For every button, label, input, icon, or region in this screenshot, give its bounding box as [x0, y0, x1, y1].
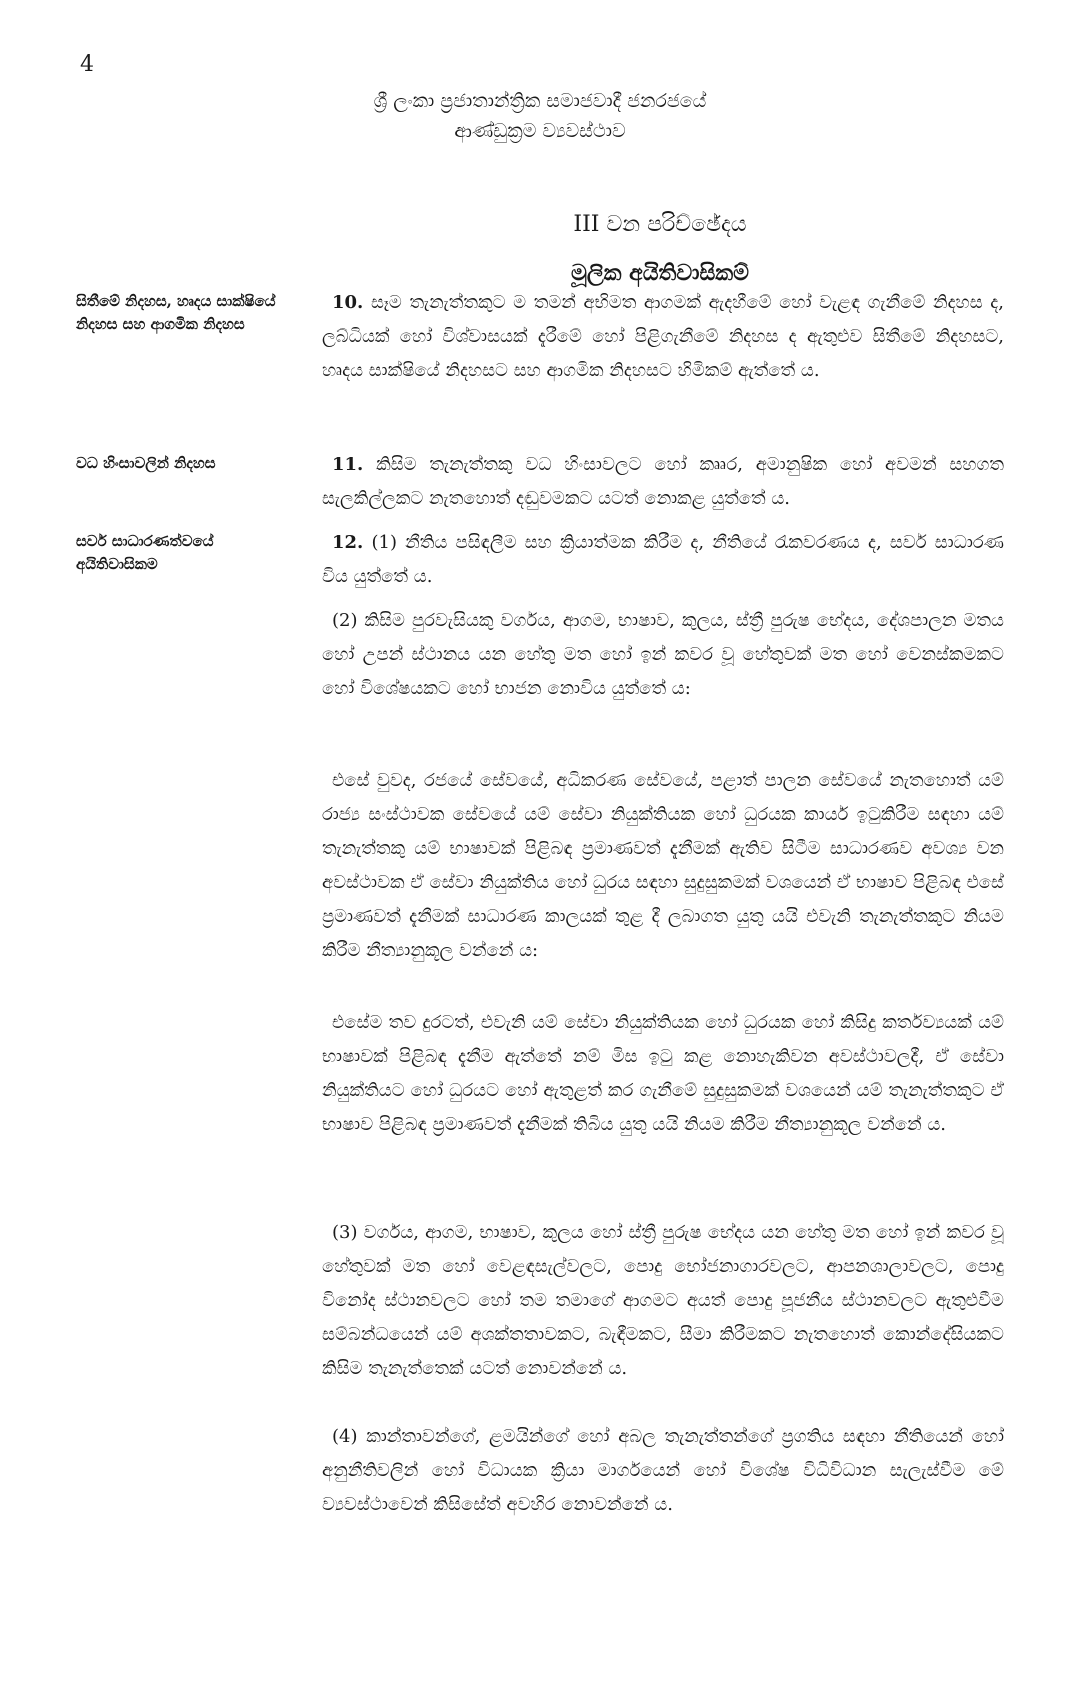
article-10-number: 10.	[332, 292, 364, 313]
article-10-text: සෑම තැනැත්තකුට ම තමන් අභිමත ආගමක් ඇදහීමේ හෝ වැළඳ ගැනීමේ නිදහස ද, ලබ්ධියක් හෝ විශ්වාසයක් දැරීමේ හෝ පිළිගැනීමේ නිදහස ද ඇතුළුව සිතීමේ නිදහසට, හෘදය සාක්ෂියේ නිදහසට සහ ආගමික නිදහසට හිමිකම් ඇත්තේ ය.	[322, 292, 1004, 381]
article-12-number: 12.	[332, 532, 364, 553]
chapter-subtitle: මූලික අයිතිවාසිකම්	[571, 260, 749, 286]
article-12-clause-4: (4) කාන්තාවන්ගේ, ළමයින්ගේ හෝ අබල තැනැත්තන්ගේ ප්‍රගතිය සඳහා නීතියෙන් හෝ අනුනීතිවලින් හෝ විධායක ක්‍රියා මාර්ගයෙන් හෝ විශේෂ විධිවිධාන සැලැස්වීම මේ ව්‍යවස්ථාවෙන් කිසිසේත් අවහිර නොවන්නේ ය.	[322, 1426, 1004, 1515]
header-line-2: ආණ්ඩුක්‍රම ව්‍යවස්ථාව	[454, 120, 626, 142]
article-12-clause-3: (3) වර්ගය, ආගම, භාෂාව, කුලය හෝ ස්ත්‍රී පුරුෂ භේදය යන හේතු මත හෝ ඉන් කවර වූ හේතුවක් මත හෝ වෙළඳසැල්වලට, පොදු භෝජනාගාරවලට, ආපනශාලාවලට, පොදු විනෝද ස්ථානවලට හෝ තම තමාගේ ආගමට අයත් පොදු පූජනීය ස්ථානවලට ඇතුළුවීම සම්බන්ධයෙන් යම් අශක්තතාවකට, බැඳීමකට, සීමා කිරීමකට නැතහොත් කොන්දේසියකට කිසිම තැනැත්තෙක් යටත් නොවන්නේ ය.	[322, 1222, 1004, 1379]
article-12-clause-2: (2) කිසිම පුරවැසියකු වර්ගය, ආගම, භාෂාව, කුලය, ස්ත්‍රී පුරුෂ භේදය, දේශපාලන මතය හෝ උපන් ස්ථානය යන හේතු මත හෝ ඉන් කවර වූ හේතුවක් මත හෝ වෙනස්කමකට හෝ විශේෂයකට හෝ භාජන නොවිය යුත්තේ ය:	[322, 610, 1004, 699]
margin-note-article-10: සිතීමේ නිදහස, හෘදය සාක්ෂියේ නිදහස සහ ආගමික නිදහස	[76, 292, 276, 333]
document-header	[300, 86, 780, 146]
article-12-clause-1-text: (1) නීතිය පසිඳලීම සහ ක්‍රියාත්මක කිරීම ද, නීතියේ රැකවරණය ද, සර්ව සාධාරණ විය යුත්තේ ය.	[322, 532, 1004, 587]
header-line-1: ශ්‍රී ලංකා ප්‍රජාතාන්ත්‍රික සමාජවාදී ජනරජයේ	[373, 90, 707, 112]
margin-note-article-11: වධ හිංසාවලින් නිදහස	[76, 454, 216, 472]
article-11	[322, 448, 1004, 516]
article-11-number: 11.	[332, 454, 364, 475]
article-10	[322, 286, 1004, 388]
page-number: 4	[80, 52, 94, 77]
chapter-title: III වන පරිච්ඡේදය	[573, 212, 747, 237]
article-12-clause-1	[322, 526, 1004, 594]
article-12-proviso-1: එසේ වුවද, රජයේ සේවයේ, අධිකරණ සේවයේ, පළාත් පාලන සේවයේ නැතහොත් යම් රාජ්‍ය සංස්ථාවක සේවයේ යම් සේවා නියුක්තියක හෝ ධුරයක කාර්ය ඉටුකිරීම සඳහා යම් තැනැත්තකු යම් භාෂාවක් පිළිබඳ ප්‍රමාණවත් දැනීමක් ඇතිව සිටීම සාධාරණව අවශ්‍ය වන අවස්ථාවක ඒ සේවා නියුක්තිය හෝ ධුරය සඳහා සුදුසුකමක් වශයෙන් ඒ භාෂාව පිළිබඳ එසේ ප්‍රමාණවත් දැනීමක් සාධාරණ කාලයක් තුළ දී ලබාගත යුතු යයි එවැනි තැනැත්තකුට නියම කිරීම නීත්‍යානුකූල වන්නේ ය:	[322, 770, 1004, 961]
article-11-text: කිසිම තැනැත්තකු වධ හිංසාවලට හෝ කෲර, අමානුෂික හෝ අවමන් සහගත සැලකිල්ලකට නැතහොත් දඬුවමකට යටත් නොකළ යුත්තේ ය.	[322, 454, 1004, 509]
margin-note-article-12: සර්ව සාධාරණත්වයේ අයිතිවාසිකම	[76, 532, 214, 573]
article-12-proviso-2: එසේම තව දුරටත්, එවැනි යම් සේවා නියුක්තියක හෝ ධුරයක හෝ කිසිදු කර්තව්‍යයක් යම් භාෂාවක් පිළිබඳ දැනීම ඇත්තේ නම් මිස ඉටු කළ නොහැකිවන අවස්ථාවලදී, ඒ සේවා නියුක්තියට හෝ ධුරයට හෝ ඇතුළත් කර ගැනීමේ සුදුසුකමක් වශයෙන් යම් තැනැත්තකුට ඒ භාෂාව පිළිබඳ ප්‍රමාණවත් දැනීමක් තිබිය යුතු යයි නියම කිරීම නීත්‍යානුකූල වන්නේ ය.	[322, 1012, 1004, 1135]
